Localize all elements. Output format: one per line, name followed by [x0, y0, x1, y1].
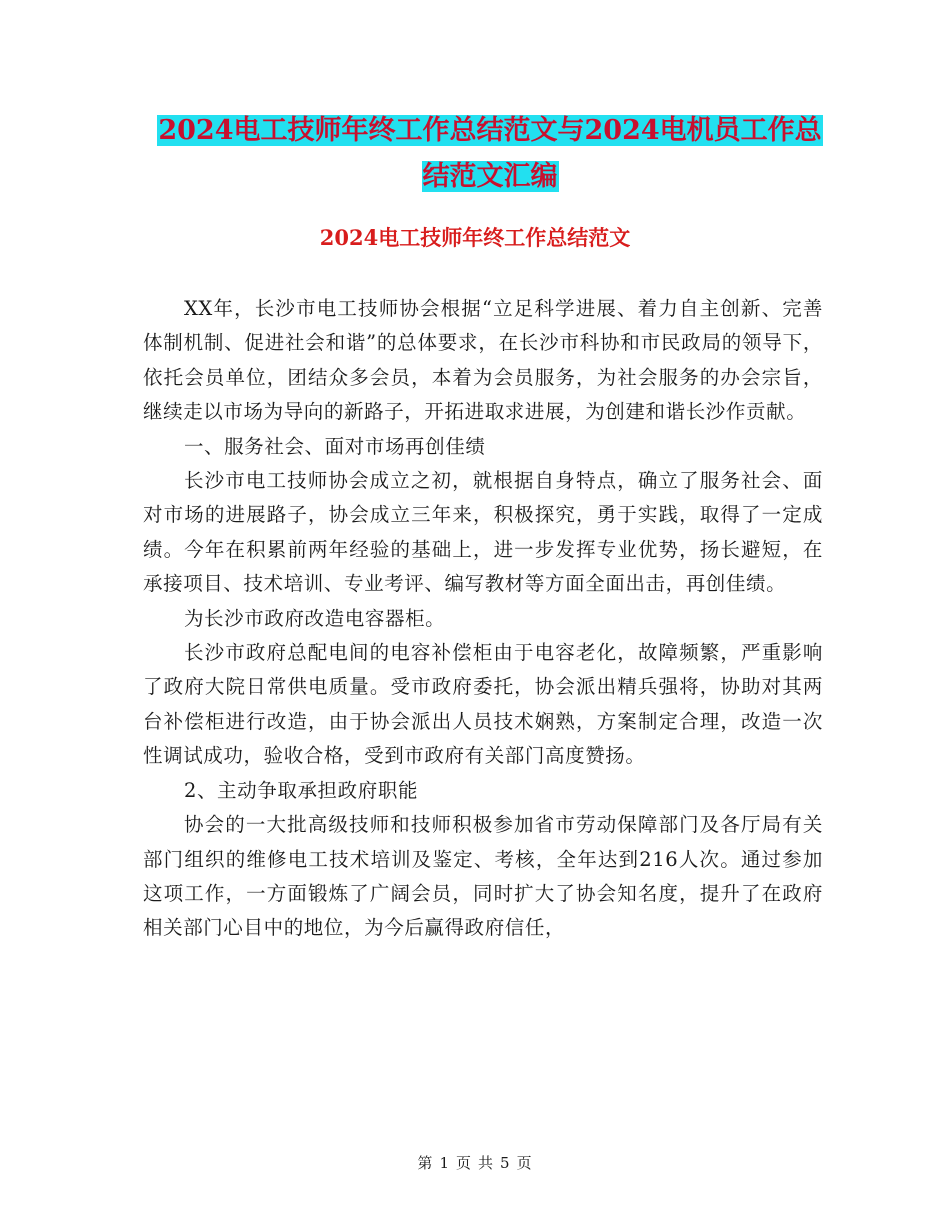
footer-total-label: 共 — [478, 1154, 495, 1172]
page-footer — [0, 1152, 950, 1173]
footer-suffix: 页 — [516, 1154, 533, 1172]
document-title — [140, 108, 840, 200]
paragraph: 长沙市政府总配电间的电容补偿柜由于电容老化，故障频繁，严重影响了政府大院日常供电质量。受市政府委托，协会派出精兵强将，协助对其两台补偿柜进行改造，由于协会派出人员技术娴熟，方案制定合理，改造一次性调试成功，验收合格，受到市政府有关部门高度赞扬。 — [143, 641, 823, 768]
footer-page-number: 1 — [439, 1154, 450, 1172]
paragraph: XX年，长沙市电工技师协会根据“立足科学进展、着力自主创新、完善体制机制、促进社会和谐”的总体要求，在长沙市科协和市民政局的领导下，依托会员单位，团结众多会员，本着为会员服务，为社会服务的办会宗旨，继续走以市场为导向的新路子，开拓进取求进展，为创建和谐长沙作贡献。 — [143, 297, 823, 424]
paragraph: 协会的一大批高级技师和技师积极参加省市劳动保障部门及各厅局有关部门组织的维修电工技术培训及鉴定、考核，全年达到216人次。通过参加这项工作，一方面锻炼了广阔会员，同时扩大了协会知名度，提升了在政府相关部门心目中的地位，为今后赢得政府信任， — [143, 813, 823, 940]
body-text — [143, 292, 823, 946]
paragraph-heading: 为长沙市政府改造电容器柜。 — [183, 606, 446, 630]
paragraph-heading: 2、主动争取承担政府职能 — [183, 778, 419, 802]
footer-mid: 页 — [455, 1154, 472, 1172]
document-title-line-2: 结范文汇编 — [422, 161, 558, 192]
paragraph-heading: 一、服务社会、面对市场再创佳绩 — [183, 434, 486, 458]
footer-prefix: 第 — [417, 1154, 434, 1172]
paragraph: 长沙市电工技师协会成立之初，就根据自身特点，确立了服务社会、面对市场的进展路子，协会成立三年来，积极探究，勇于实践，取得了一定成绩。今年在积累前两年经验的基础上，进一步发挥专业优势，扬长避短，在承接项目、技术培训、专业考评、编写教材等方面全面出击，再创佳绩。 — [143, 469, 823, 596]
footer-total-pages: 5 — [500, 1154, 511, 1172]
document-title-line-1: 2024电工技师年终工作总结范文与2024电机员工作总 — [158, 115, 822, 146]
section-title: 2024电工技师年终工作总结范文 — [319, 225, 631, 250]
